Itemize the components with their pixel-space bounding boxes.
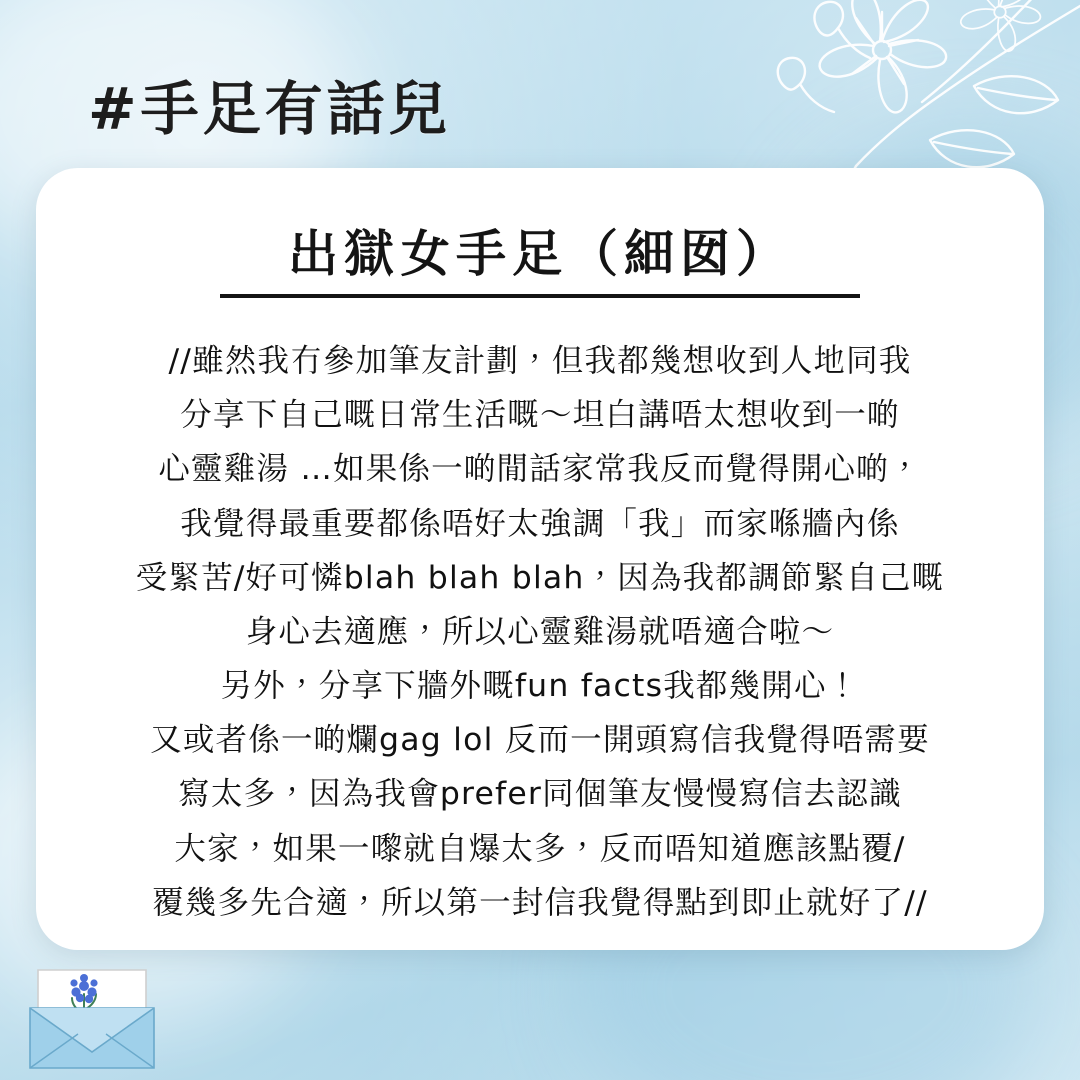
letter-line: 受緊苦/好可憐blah blah blah，因為我都調節緊自己嘅 <box>135 559 945 596</box>
letter-line: 另外，分享下牆外嘅fun facts我都幾開心！ <box>220 668 860 705</box>
content-card <box>36 168 1044 950</box>
letter-body <box>76 334 1004 930</box>
letter-line: 心靈雞湯 …如果係一啲閒話家常我反而覺得開心啲， <box>158 451 922 488</box>
letter-line: 大家，如果一嚟就自爆太多，反而唔知道應該點覆/ <box>174 830 906 867</box>
letter-line: 覆幾多先合適，所以第一封信我覺得點到即止就好了// <box>152 884 928 921</box>
envelope-with-flower-icon <box>22 964 162 1072</box>
hashtag-title: #手足有話兒 <box>88 75 451 143</box>
letter-line: 身心去適應，所以心靈雞湯就唔適合啦～ <box>245 613 835 650</box>
letter-line: 分享下自己嘅日常生活嘅～坦白講唔太想收到一啲 <box>180 397 900 434</box>
letter-line: 又或者係一啲爛gag lol 反而一開頭寫信我覺得唔需要 <box>150 722 930 759</box>
letter-line: //雖然我冇參加筆友計劃，但我都幾想收到人地同我 <box>168 343 912 379</box>
letter-line: 我覺得最重要都係唔好太強調「我」而家喺牆內係 <box>180 505 900 542</box>
page-title: 出獄女手足（細囡） <box>220 214 860 298</box>
letter-line: 寫太多，因為我會prefer同個筆友慢慢寫信去認識 <box>178 776 902 813</box>
